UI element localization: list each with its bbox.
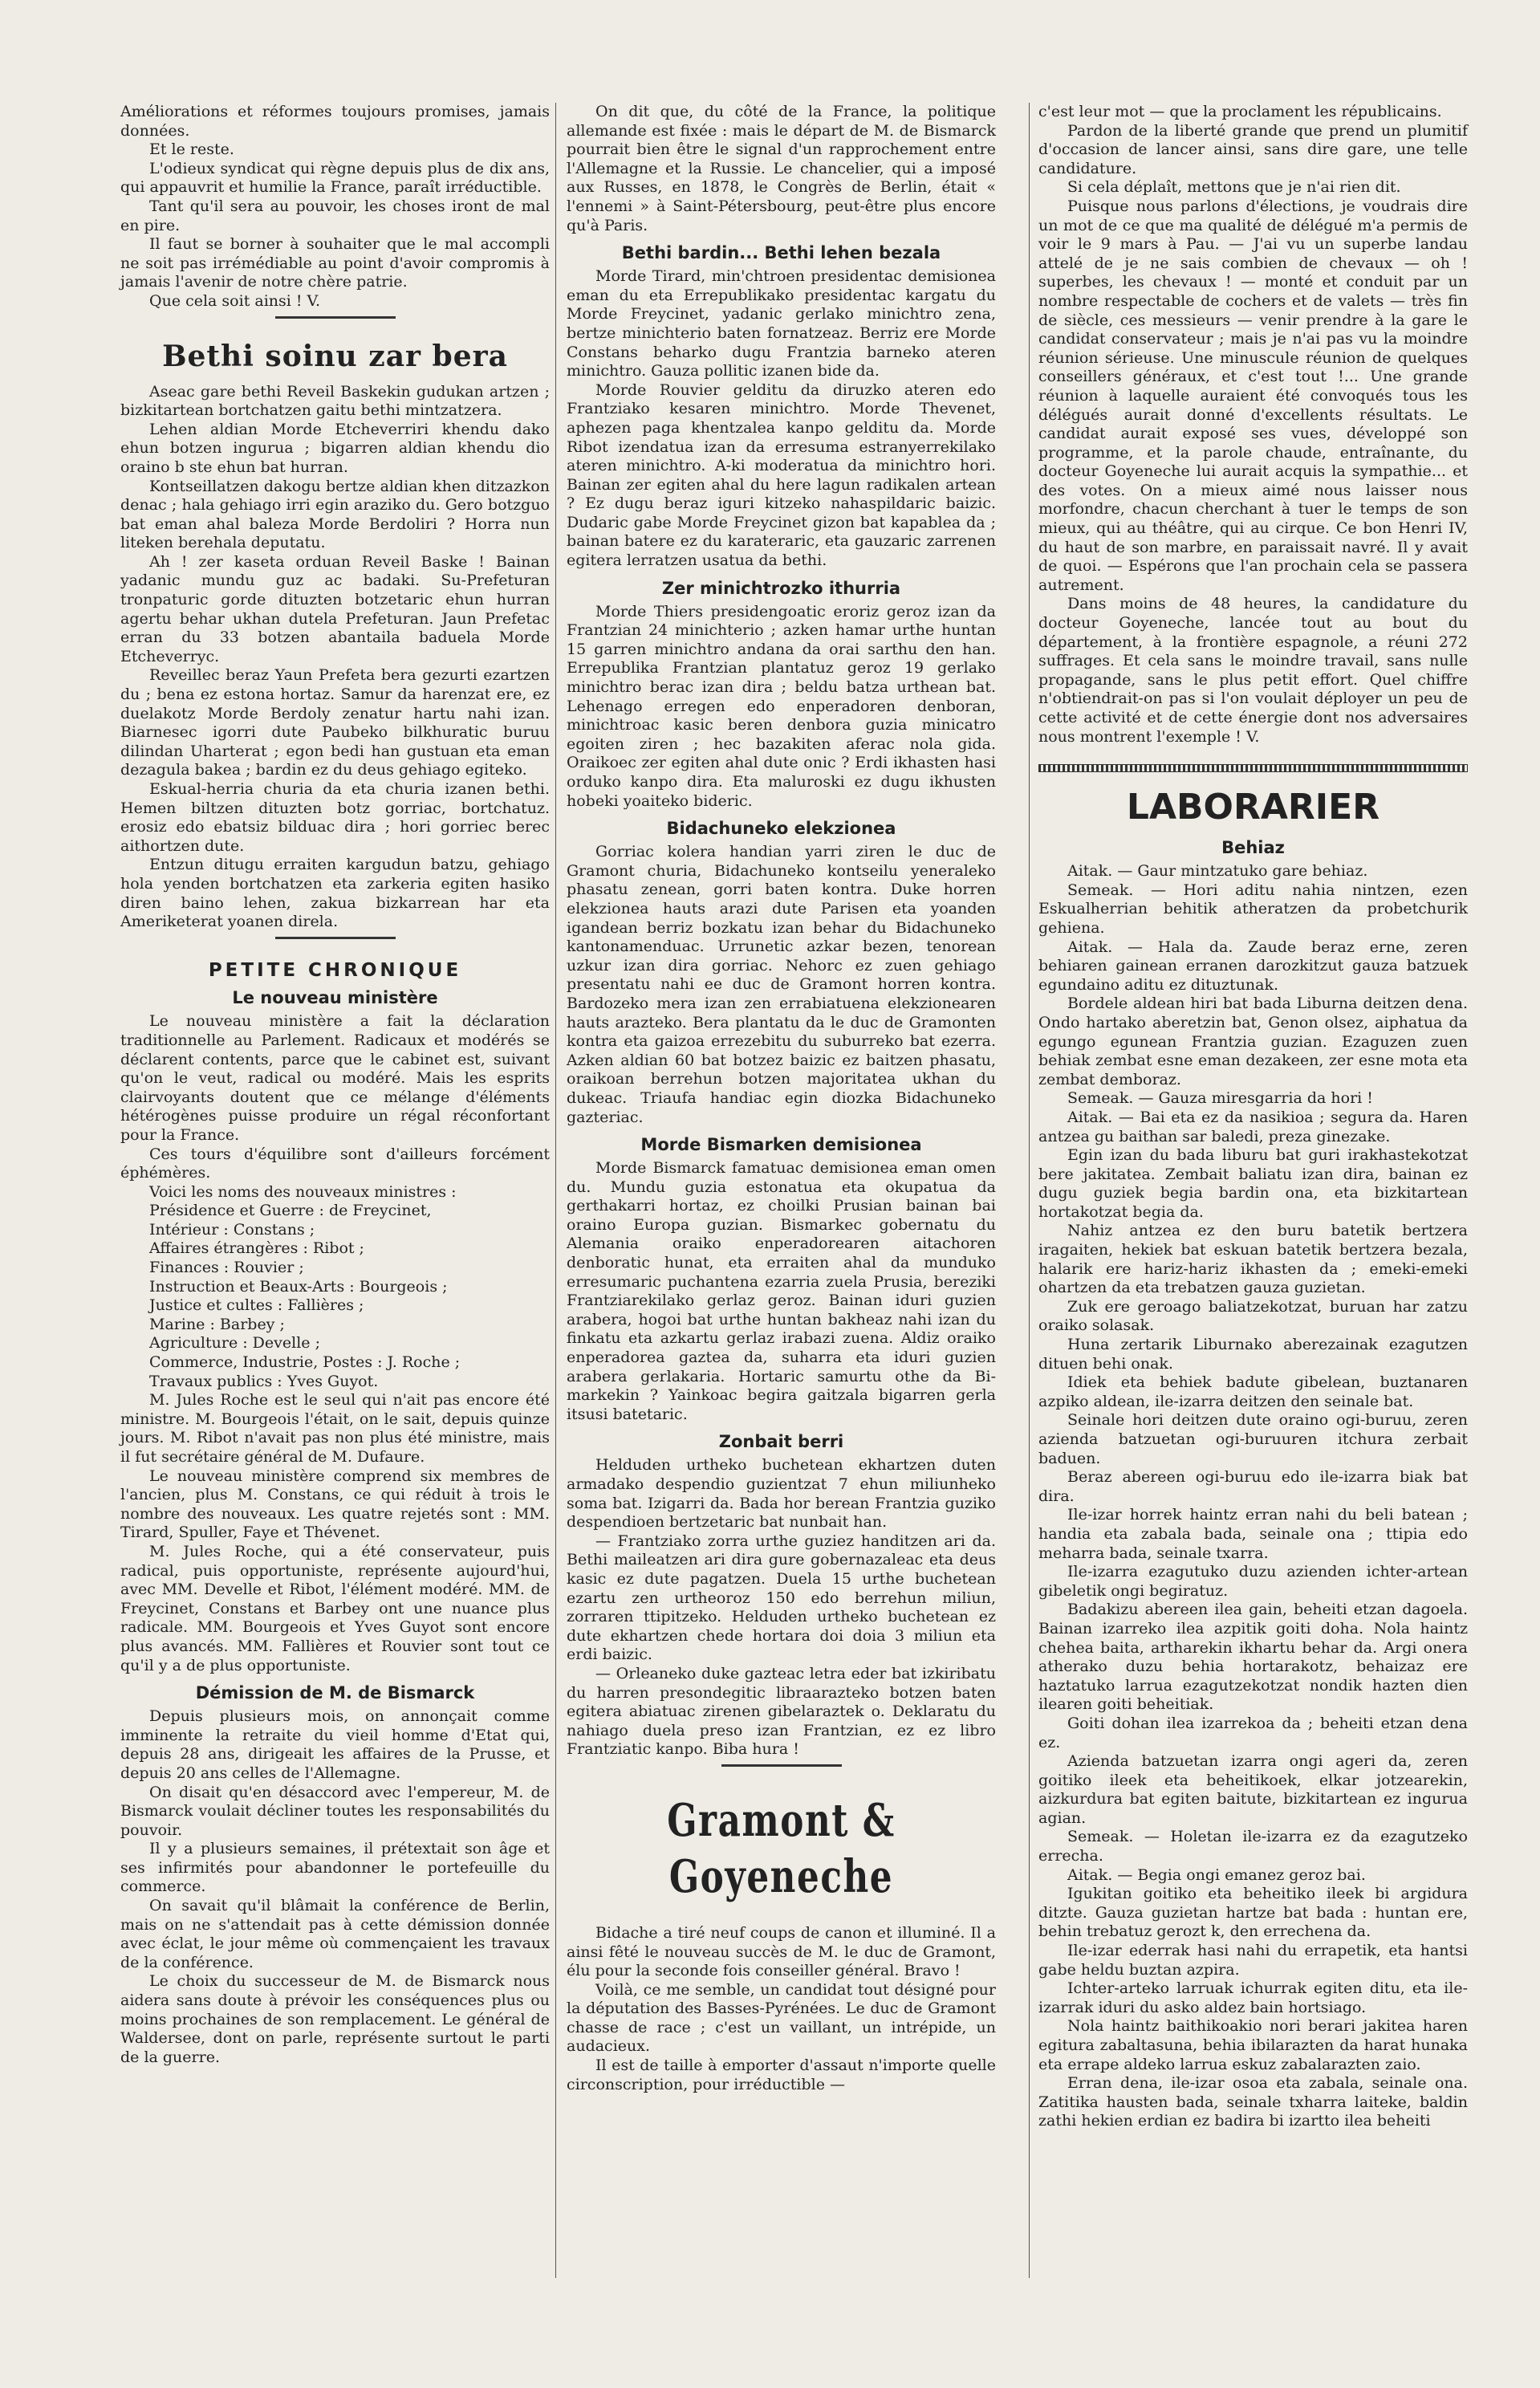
dialog-line: Ile-izarra ezagutuko duzu azienden ichter-artean gibeletik ongi begiratuz.	[1038, 1563, 1468, 1600]
column-3	[1038, 103, 1468, 2131]
bidachuneko-heading: Bidachuneko elekzionea	[666, 819, 896, 839]
paragraph: M. Jules Roche, qui a été conservateur, puis radical, puis opportuniste, représente aujourd'hui, avec MM. Develle et Ribot, l'élément modéré. MM. de Freycinet, Constans et Barbey ont une nuance plus radicale. MM. Bourgeois et Yves Guyot sont encore plus avancés. MM. Fallières et Rouvier sont tout ce qu'il y a de plus opportuniste.	[120, 1542, 550, 1674]
paragraph: Voilà, ce me semble, un candidat tout désigné pour la députation des Basses-Pyrénées. Le duc de Gramont chasse de race ; c'est un vaillant, un intrépide, un audacieux.	[567, 1980, 996, 2056]
paragraph: Il est de taille à emporter d'assaut n'importe quelle circonscription, pour irréductible —	[567, 2056, 996, 2093]
paragraph: Le choix du successeur de M. de Bismarck nous aidera sans doute à prévoir les conséquences plus ou moins prochaines de son remplacement. Le général de Waldersee, dont on parle, représente surtout le parti de la guerre.	[120, 1972, 550, 2066]
column-2	[567, 103, 996, 2094]
dialog-line: Ile-izar horrek haintz erran nahi du beli batean ; handia eta zabala bada, seinale ona ; ttipia edo meharra bada, seinale txarra.	[1038, 1506, 1468, 1562]
ministre-item: Travaux publics : Yves Guyot.	[149, 1372, 379, 1390]
bismarken-demisionea-heading: Morde Bismarken demisionea	[640, 1135, 922, 1155]
dialog-line: Aitak. — Bai eta ez da nasikioa ; segura da. Haren antzea gu baithan sar baledi, preza ginezake.	[1038, 1108, 1468, 1145]
column-1	[120, 103, 550, 2067]
paragraph: L'odieux syndicat qui règne depuis plus de dix ans, qui appauvrit et humilie la France, paraît irréductible.	[120, 159, 550, 197]
ministere-body-2	[120, 1391, 550, 1675]
dialog-line: Nola haintz baithikoakio nori berari jakitea haren egitura zabaltasuna, behia ibilarazten da harat hunaka eta errape aldeko larrua eskuz zabalarazten zaio.	[1038, 2017, 1468, 2073]
petite-chronique-heading: PETITE CHRONIQUE	[208, 959, 462, 981]
paragraph: Que cela soit ainsi ! V.	[149, 291, 320, 310]
dialog-line: Ichter-arteko larruak ichurrak egiten ditu, eta ile-izarrak iduri du asko aldez bain hortsiago.	[1038, 1979, 1468, 2016]
zer-minichtrozko-heading: Zer minichtrozko ithurria	[661, 578, 901, 598]
paragraph: Kontseillatzen dakogu bertze aldian khen ditzazkon denac ; hala gehiago irri egin araziko du. Gero botzguo bat eman ahal baleza Morde Berdoliri ? Horra nun liteken berehala deputatu.	[120, 477, 550, 552]
column-rule-1	[555, 103, 556, 2278]
dialog-line: Igukitan goitiko eta beheitiko ileek bi argidura ditzte. Gauza guzietan hartze bat bada : huntan ere, behin trebatuz gerozt k, den errechena da.	[1038, 1885, 1468, 1941]
paragraph: Ah ! zer kaseta orduan Reveil Baske ! Bainan yadanic mundu guz ac badaki. Su-Prefeturan tronpaturic gorde dituzten botzetaric ehun hurran agertu behar ukhan dutela Prefeturan. Jaun Prefetac erran du 33 botzen abantaila baduela Morde Etcheverryc.	[120, 552, 550, 665]
dialog-line: Semeak. — Holetan ile-izarra ez da ezagutzeko errecha.	[1038, 1828, 1468, 1865]
paragraph: Bidache a tiré neuf coups de canon et illuminé. Il a ainsi fêté le nouveau succès de M. le duc de Gramont, élu pour la seconde fois conseiller général. Bravo !	[567, 1923, 996, 1980]
ministre-item: Agriculture : Develle ;	[149, 1334, 320, 1353]
paragraph: Pardon de la liberté grande que prend un plumitif d'occasion de lancer ainsi, sans dire gare, une telle candidature.	[1038, 121, 1468, 177]
dialog-line: Erran dena, ile-izar osoa eta zabala, seinale ona. Zatitika hausten bada, seinale txharra laiteke, baldin zathi hekien erdian ez badira bi izartto ilea beheiti	[1038, 2074, 1468, 2130]
ministre-item: Marine : Barbey ;	[149, 1315, 285, 1333]
paragraph: Le nouveau ministère comprend six membres de l'ancien, plus M. Constans, ce qui réduit à trois le nombre des nouveaux. Les quatre rejetés sont : MM. Tirard, Spuller, Faye et Thévenet.	[120, 1467, 550, 1542]
laborarier-heading: LABORARIER	[1126, 787, 1380, 828]
gramont-goyeneche-heading: Gramont & Goyeneche	[667, 1793, 896, 1903]
dialog-line: Ile-izar ederrak hasi nahi du errapetik, eta hantsi gabe heldu buztan azpira.	[1038, 1942, 1468, 1979]
ornament-rule	[275, 316, 396, 319]
bethi-soinu-heading: Bethi soinu zar bera	[162, 339, 508, 373]
dialog-line: Semeak. — Hori aditu nahia nintzen, ezen Eskualherrian behitik atheratzen da probetchurik gehiena.	[1038, 881, 1468, 937]
ministre-item: Justice et cultes : Fallières ;	[149, 1296, 364, 1315]
paragraph: Le nouveau ministère a fait la déclaration traditionnelle au Parlement. Radicaux et modérés se déclarent contents, parce que le cabinet est, suivant qu'on le veut, radical ou modéré. Mais les esprits clairvoyants doutent que ce mélange d'éléments hétérogènes puisse produire un régal réconfortant pour la France.	[120, 1012, 550, 1144]
dialog-line: Huna zertarik Liburnako aberezainak ezagutzen dituen behi onak.	[1038, 1336, 1468, 1373]
paragraph: Gorriac kolera handian yarri ziren le duc de Gramont churia, Bidachuneko kontseilu yeneraleko phasatu zenean, gorri baten kontra. Duke horren elekzionea hauts arazi dute Parisen eta yoanden igandean berriz bozkatu izan behar du Bidachuneko kantonamenduac. Urrunetic azkar bezen, tenorean uzkur izan dira gorriac. Nehorc ez zuen gehiago presentatu nahi ee duc de Gramont horren kontra. Bardozeko mera izan zen errabiatuena elekzionearen hauts arazteko. Bera plantatu da le duc de Gramonten kontra eta gaizoa errezebitu du suburreko bat ezerra. Azken aldian 60 bat botzez baizic ez baitzen phasatu, oraikoan berrehun botzen majoritatea ukhan du dukeac. Triaufa handiac egin diozka Bidachuneko gazteriac.	[567, 843, 996, 1126]
dialog-line: Aitak. — Hala da. Zaude beraz erne, zeren behiaren gainean erranen darozkitzut gauza batzuek egundaino aditu ez dituztunak.	[1038, 938, 1468, 994]
paragraph: c'est leur mot — que la proclament les républicains.	[1038, 103, 1442, 120]
paragraph: Eskual-herria churia da eta churia izanen bethi. Hemen biltzen dituzten botz gorriac, bortchatuz. erosiz edo ebatsiz bilduac dira ; hori gorriec berec aithortzen dute.	[120, 780, 550, 855]
ministre-item: Intérieur : Constans ;	[149, 1220, 315, 1239]
bismarck-body	[120, 1707, 550, 2067]
paragraph: Et le reste.	[149, 140, 234, 159]
dialog-line: Zuk ere geroago baliatzekotzat, buruan har zatzu oraiko solasak.	[1038, 1297, 1468, 1335]
bismarck-demission-heading: Démission de M. de Bismarck	[195, 1683, 475, 1703]
dialog-line: Aitak. — Gaur mintzatuko gare behiaz.	[1067, 862, 1368, 881]
paragraph: Morde Thiers presidengoatic eroriz geroz izan da Frantzian 24 minichterio ; azken hamar urthe huntan 15 garren minichtro andana da orai sarthu den han. Errepublika Frantzian plantatuz geroz 19 gerlako minichtro berac izan dira ; beldu batza urthean bat. Lehenago erregen edo enperadoren denboran, minichtroac kasic beren denbora guzia minicatro egoiten ziren ; hec bazakiten aferac nola gida. Oraikoec zer egiten ahal dute onic ? Erdi ikhasten hasi orduko kanpo dira. Eta maluroski ez dugu ikhusten hobeki yoaiteko bideric.	[567, 602, 996, 810]
ministre-item: Instruction et Beaux-Arts : Bourgeois ;	[149, 1277, 448, 1296]
paragraph: — Frantziako zorra urthe guziez handitzen ari da. Bethi maileatzen ari dira gure gobernazaleac eta deus kasic ez dute pagatzen. Duela 15 urthe buchetean ezartu zen urtheoroz 150 edo berrehun miliun, zorraren ttipitzeko. Helduden urtheko buchetean ez dute ekhartzen chede hortara doi doia 3 miliun eta erdi baizic.	[567, 1532, 996, 1664]
paragraph: Morde Tirard, min'chtroen presidentac demisionea eman du eta Errepublikako presidentac kargatu du Morde Freycinet, yadanic gerlako minichtro zena, bertze minichterio baten fornatzeaz. Berriz ere Morde Constans beharko dugu Frantzia barneko ateren minichtro. Gauza pollitic izanen bide da.	[567, 267, 996, 380]
bethi-soinu-body	[120, 383, 550, 932]
paragraph: Dans moins de 48 heures, la candidature du docteur Goyeneche, lancée tout au bout du département, à la frontière espagnole, a réuni 272 suffrages. Et cela sans le moindre travail, sans nulle propagande, sans le plus petit effort. Quel chiffre n'obtiendrait-on pas si l'on voulait déployer un peu de cette activité et de cette énergie dont nos adversaires nous montrent l'exemple ! V.	[1038, 595, 1468, 746]
behiaz-dialog	[1038, 862, 1468, 2131]
paragraph: On dit que, du côté de la France, la politique allemande est fixée : mais le départ de M. de Bismarck pourrait bien être le signal d'un rapprochement entre l'Allemagne et la Russie. Le chancelier, qui a imposé aux Russes, en 1878, le Congrès de Berlin, était « l'ennemi » à Saint-Pétersbourg, peut-être plus encore qu'à Paris.	[567, 103, 996, 234]
dialog-line: Beraz abereen ogi-buruu edo ile-izarra biak bat dira.	[1038, 1468, 1468, 1505]
dialog-line: Azienda batzuetan izarra ongi ageri da, zeren goitiko ileek eta beheitikoek, elkar jotzearekin, aizkurdura bat egiten baitute, bizkitartean ez ingurua agian.	[1038, 1752, 1468, 1827]
ministere-body	[120, 1012, 550, 1202]
paragraph: Entzun ditugu erraiten kargudun batzu, gehiago hola yenden bortchatzen eta zarkeria egiten hasiko diren baino lehen, zakua bizkarrean har eta Ameriketerat yoanen direla.	[120, 856, 550, 931]
paragraph: Morde Bismarck famatuac demisionea eman omen du. Mundu guzia estonatua eta okupatua da gerthakarri hortaz, ez choilki Prusian bainan bai oraino Europa guzian. Bismarkec gobernatu du Alemania oraiko enperadorearen aitachoren denboratic hunat, eta erraiten ahal da munduko erresumaric puchantena ezarria zuela Prusia, bereziki Frantziarekilako gerlaz geroz. Bainan iduri guzien arabera, hogoi bat urthe huntan bakheaz nahi izan du finkatu eta azkartu gerlaz irabazi zuena. Aldiz oraiko enperadorea gaztea da, suharra eta iduri guzien arabera gerlakaria. Hortaric samurtu othe da Bi-markekin ? Yainkoac begira gaitzala bigarren gerla itsusi batetaric.	[567, 1159, 996, 1423]
ministre-item: Finances : Rouvier ;	[149, 1259, 304, 1277]
ornament-rule	[275, 937, 396, 939]
paragraph: Voici les noms des nouveaux ministres :	[149, 1182, 457, 1201]
decorative-band	[1038, 764, 1468, 772]
zonbait-berri-heading: Zonbait berri	[718, 1432, 844, 1452]
behiaz-heading: Behiaz	[1221, 838, 1285, 858]
dialog-line: Semeak. — Gauza miresgarria da hori !	[1067, 1089, 1373, 1108]
ministre-item: Commerce, Industrie, Postes : J. Roche ;	[149, 1353, 461, 1372]
ministre-item: Présidence et Guerre : de Freycinet,	[149, 1202, 432, 1220]
paragraph: Puisque nous parlons d'élections, je voudrais dire un mot de ce que ma qualité de délégué m'a permis de voir le 9 mars à Pau. — J'ai vu un superbe landau attelé de je ne sais combien de chevaux — oh ! superbes, les chevaux ! — monté et conduit par un nombre respectable de cochers et de valets — très fin de siècle, ces messieurs — venir prendre à la gare le candidat conservateur ; mais je n'ai pas vu la moindre réunion sérieuse. Une minuscule réunion de quelques conseillers généraux, et c'est tout !... Une grande réunion à laquelle auraient été convoqués tous les délégués aurait donné d'excellents résultats. Le candidat aurait exposé ses vues, développé son programme, et la parole chaude, entraînante, du docteur Goyeneche lui aurait acquis la sympathie... et des votes. On a mieux aimé nous laisser nous morfondre, chacun cherchant à tuer le temps de son mieux, qui au théâtre, qui au cirque. Ce bon Henri IV, du haut de son marbre, en paraissait navré. Il y avait de quoi. — Espérons que l'an prochain cela se passera autrement.	[1038, 197, 1468, 594]
paragraph: On disait qu'en désaccord avec l'empereur, M. de Bismarck voulait décliner toutes les responsabilités du pouvoir.	[120, 1783, 550, 1839]
paragraph: Si cela déplaît, mettons que je n'ai rien dit.	[1067, 178, 1401, 197]
paragraph: Il faut se borner à souhaiter que le mal accompli ne soit pas irrémédiable au point d'avoir compromis à jamais l'avenir de notre chère patrie.	[120, 235, 550, 291]
paragraph: Morde Rouvier gelditu da diruzko ateren edo Frantziako kesaren minichtro. Morde Thevenet, aphezen paga khentzalea kanpo gelditu da. Morde Ribot izendatua izan da erresuma estranyerrekilako ateren minichtro. A-ki moderatua da minichtro hori. Bainan zer egiten ahal du here lagun radikalen artean ? Ez dugu beraz iguri kitzeko nahaspildaric baizic. Dudaric gabe Morde Freycinet gizon bat kapablea da ; bainan batere ez du karateraric, eta gauzaric zarrenen egitera lerratzen usatua da bethi.	[567, 380, 996, 570]
dialog-line: Goiti dohan ilea izarrekoa da ; beheiti etzan dena ez.	[1038, 1714, 1468, 1751]
bethi-bardin-heading: Bethi bardin... Bethi lehen bezala	[621, 243, 941, 263]
dialog-line: Nahiz antzea ez den buru batetik bertzera iragaiten, hekiek bat eskuan batetik bertzera bezala, halarik ere hariz-hariz ikhasten da ; emeki-emeki ohartzen da eta trebatzen gauza guzietan.	[1038, 1222, 1468, 1297]
dialog-line: Badakizu abereen ilea gain, beheiti etzan dagoela. Bainan izarreko ilea azpitik goiti doha. Nola haintz chehea baita, artharekin ikhartu behar da. Argi onera atherako duzu behia hortarakotz, behaizaz ere haztatuko larrua ezagutzekotzat nondik hazten dien ilearen goiti beheitiak.	[1038, 1601, 1468, 1714]
paragraph: — Orleaneko duke gazteac letra eder bat izkiribatu du harren presondegitic libraarazteko botzen baten egitera abiatuac zirenen gibelaraztek o. Deklaratu du nahiago duela preso izan Frantzian, ez ez libro Frantziatic kanpo. Biba hura !	[567, 1664, 996, 1759]
paragraph: Aseac gare bethi Reveil Baskekin gudukan artzen ; bizkitartean bortchatzen gaitu bethi mintzatzera.	[120, 382, 550, 420]
dialog-line: Bordele aldean hiri bat bada Liburna deitzen dena. Ondo hartako aberetzin bat, Genon olsez, aiphatua da egungo egunean Frantzia guzian. Ezaguzen zuen behiak zembat esne eman dezakeen, zer esne mota eta zembat demboraz.	[1038, 995, 1468, 1088]
col1-intro	[120, 103, 550, 311]
column-rule-2	[1029, 103, 1030, 2278]
dialog-line: Idiek eta behiek badute gibelean, buztanaren azpiko aldean, ile-izarra deitzen den seinale bat.	[1038, 1373, 1468, 1410]
paragraph: Tant qu'il sera au pouvoir, les choses iront de mal en pire.	[120, 197, 550, 234]
paragraph: Reveillec beraz Yaun Prefeta bera gezurti ezartzen du ; bena ez estona hortaz. Samur da harenzat ere, ez duelakotz Morde Berdoly zenatur hartu nahi izan. Biarnesec igorri dute Paubeko bilkhuratic buruu dilindan Uharterat ; egon bedi han gustuan eta eman dezagula bakea ; bardin ez du deus gehiago egiteko.	[120, 666, 550, 779]
paragraph: Helduden urtheko buchetean ekhartzen duten armadako despendio guzientzat 7 ehun miliunheko soma bat. Izigarri da. Bada hor berean Frantzia guziko despendioen bertzetaric bat nunbait han.	[567, 1456, 996, 1532]
paragraph: Lehen aldian Morde Etcheverriri khendu dako ehun botzen ingurua ; bigarren aldian khendu dio oraino b ste ehun bat hurran.	[120, 420, 550, 476]
paragraph: Améliorations et réformes toujours promises, jamais données.	[120, 103, 550, 140]
paragraph: Depuis plusieurs mois, on annonçait comme imminente la retraite du vieil homme d'Etat qui, depuis 28 ans, dirigeait les affaires de la Prusse, et depuis 20 ans celles de l'Allemagne.	[120, 1707, 550, 1782]
paragraph: Il y a plusieurs semaines, il prétextait son âge et ses infirmités pour abandonner le portefeuille du commerce.	[120, 1840, 550, 1896]
ministres-list	[120, 1202, 550, 1391]
ministre-item: Affaires étrangères : Ribot ;	[149, 1239, 364, 1258]
dialog-line: Seinale hori deitzen dute oraino ogi-buruu, zeren azienda batzuetan ogi-buruuren itchura zerbait baduen.	[1038, 1411, 1468, 1467]
dialog-line: Aitak. — Begia ongi emanez geroz bai.	[1067, 1865, 1366, 1884]
dialog-line: Egin izan du bada liburu bat guri irakhastekotzat bere jakitatea. Zembait baliatu izan dira, bainan ez dugu guziek begia bardin ona, eta bizkitartean hortakotzat begia da.	[1038, 1146, 1468, 1221]
paragraph: M. Jules Roche est le seul qui n'ait pas encore été ministre. M. Bourgeois l'était, on le sait, depuis quinze jours. M. Ribot n'avait pas non plus été ministre, mais il fut secrétaire général de M. Dufaure.	[120, 1391, 550, 1466]
ministere-heading: Le nouveau ministère	[232, 988, 438, 1008]
paragraph: On savait qu'il blâmait la conférence de Berlin, mais on ne s'attendait pas à cette démission donnée avec éclat, le jour même où commençaient les travaux de la conférence.	[120, 1897, 550, 1971]
ornament-rule	[721, 1764, 842, 1767]
paragraph: Ces tours d'équilibre sont d'ailleurs forcément éphémères.	[120, 1145, 550, 1182]
